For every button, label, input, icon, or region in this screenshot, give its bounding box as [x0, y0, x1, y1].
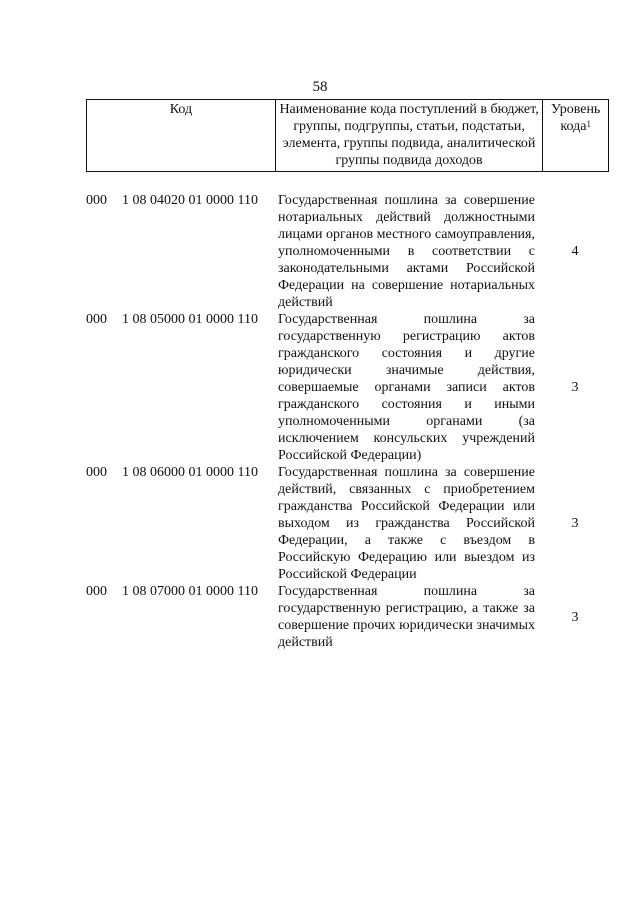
- budget-classification-code: 1 08 05000 01 0000 110: [122, 312, 258, 327]
- code-column-header: [87, 100, 276, 172]
- table-row: [86, 464, 609, 583]
- level-column-label: Уровень кода: [551, 102, 601, 134]
- page-number: 58: [312, 79, 328, 95]
- name-column-header: [275, 100, 543, 172]
- code-level: 3: [571, 516, 579, 531]
- income-name: Государственная пошлина за государственную регистрацию, а также за совершение прочих юридически значимых действий: [278, 584, 535, 650]
- budget-classification-code: 1 08 04020 01 0000 110: [122, 193, 258, 208]
- code-level: 4: [571, 244, 579, 259]
- level-footnote-mark: 1: [586, 119, 591, 129]
- admin-code: 000: [86, 193, 107, 208]
- income-name: Государственная пошлина за совершение нотариальных действий должностными лицами органов местного самоуправления, уполномоченными в соответствии с законодательными актами Российской Федерации на совершение нотариальных действий: [278, 193, 535, 310]
- admin-code: 000: [86, 584, 107, 599]
- level-column-header: [543, 100, 609, 172]
- column-header-table: [86, 99, 609, 172]
- code-column-label: Код: [169, 102, 193, 117]
- table-row: [86, 192, 609, 311]
- admin-code: 000: [86, 465, 107, 480]
- table-row: [86, 311, 609, 464]
- admin-code: 000: [86, 312, 107, 327]
- income-name: Государственная пошлина за совершение действий, связанных с приобретением гражданства Российской Федерации или выходом из гражданства Российской Федерации, а также с въездом в Российскую Федерацию или выездом из Российской Федерации: [278, 465, 535, 582]
- income-code-list: [86, 192, 609, 651]
- budget-classification-code: 1 08 07000 01 0000 110: [122, 584, 258, 599]
- income-name: Государственная пошлина за государственную регистрацию актов гражданского состояния и другие юридически значимые действия, совершаемые органами записи актов гражданского состояния и иными уполномоченными органами (за исключением консульских учреждений Российской Федерации): [278, 312, 535, 463]
- code-level: 3: [571, 380, 579, 395]
- code-level: 3: [571, 609, 579, 625]
- table-row: [86, 583, 609, 651]
- name-column-label: Наименование кода поступлений в бюджет, группы, подгруппы, статьи, подстатьи, элемента, группы подвида, аналитической группы подвида доходов: [279, 102, 539, 168]
- budget-classification-code: 1 08 06000 01 0000 110: [122, 465, 258, 480]
